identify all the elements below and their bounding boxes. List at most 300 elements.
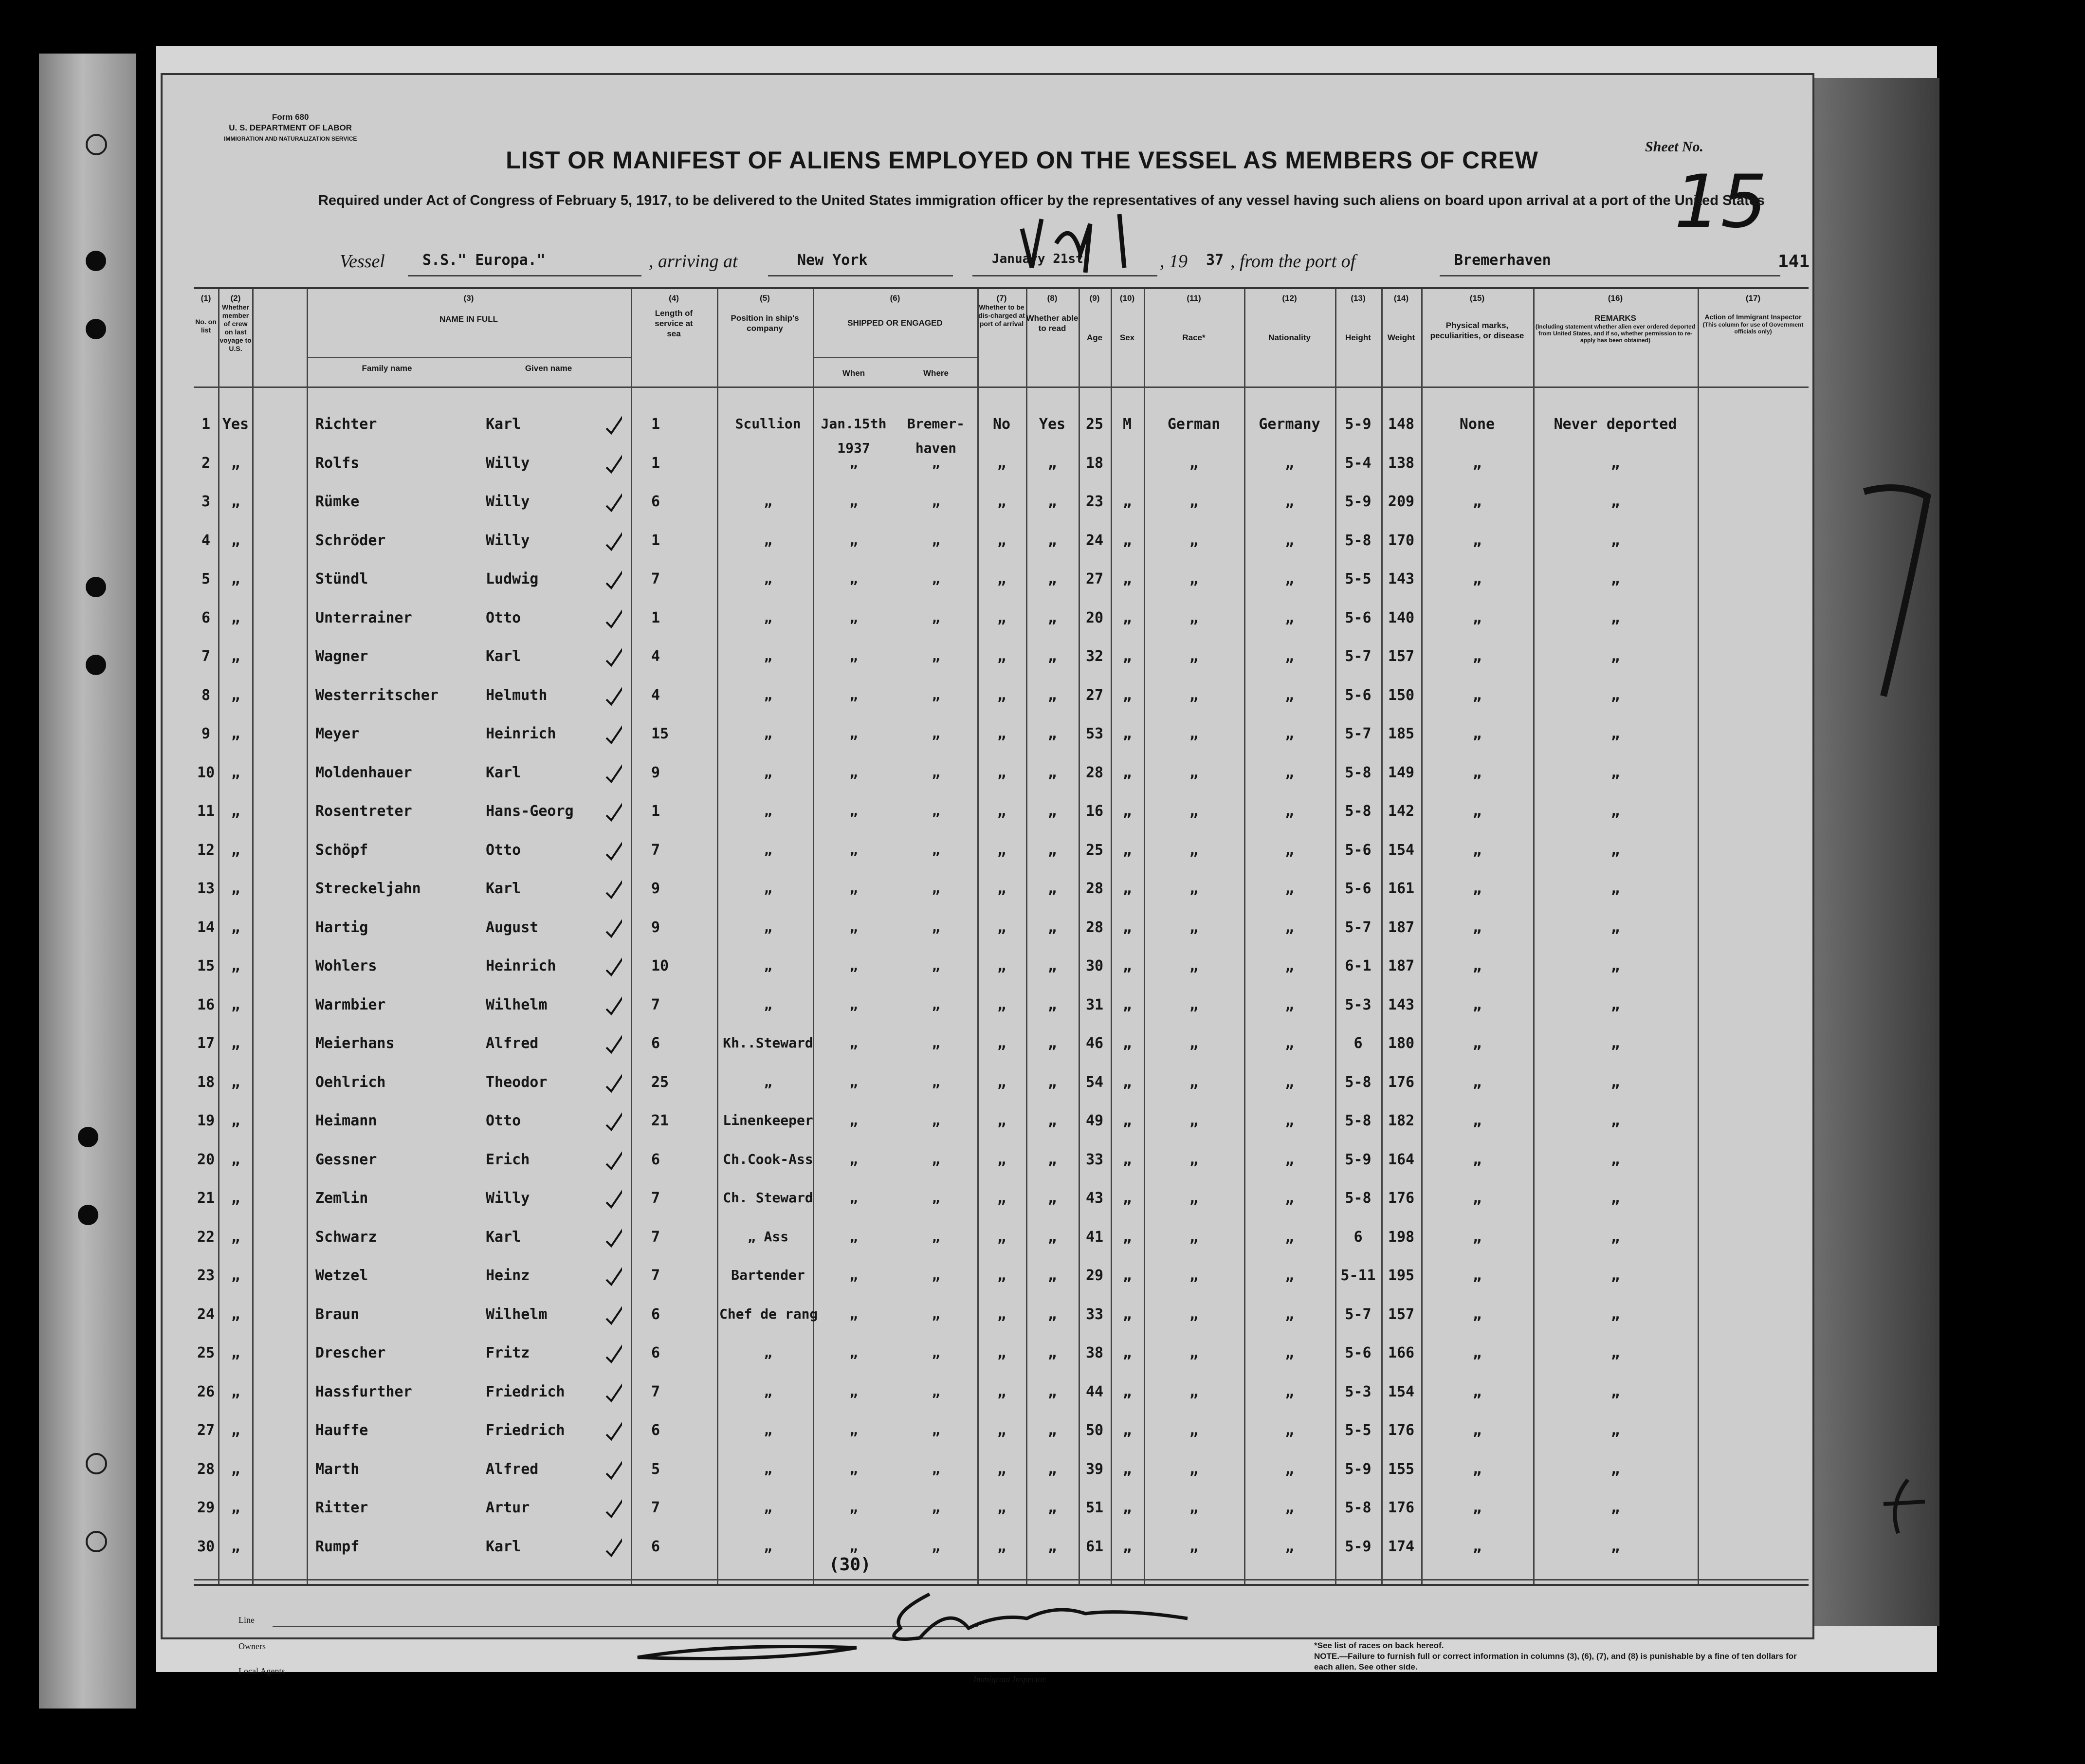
row-number: 30 [197,1538,215,1555]
check-mark-icon [603,1529,622,1559]
sex: „ [1122,1073,1132,1091]
race: „ [1189,1267,1199,1284]
able-to-read: „ [1047,1073,1057,1091]
height: 6-1 [1345,957,1372,974]
discharged: „ [997,1383,1006,1400]
discharged: „ [997,1035,1006,1052]
table-row [194,1190,1809,1226]
physical-marks: „ [1472,686,1482,704]
height: 5-11 [1340,1267,1376,1284]
handwritten-date-mark [1012,209,1168,282]
row-number: 27 [197,1422,215,1439]
family-name: Marth [315,1460,360,1478]
height: 5-8 [1345,1499,1372,1516]
shipped-when: „ [849,1344,858,1360]
remarks: „ [1610,1538,1620,1555]
given-name: Wilhelm [486,1305,548,1323]
column-header-height [1335,293,1381,343]
height: 5-8 [1345,1112,1372,1129]
previous-voyage: „ [231,532,240,549]
shipped-when: „ [849,609,858,625]
shipped-when: „ [849,1305,858,1322]
remarks: „ [1610,1344,1620,1361]
weight: 155 [1388,1460,1415,1478]
given-name: Otto [486,1112,521,1129]
nationality: „ [1285,493,1294,510]
age: 43 [1085,1190,1104,1207]
height: 5-8 [1345,803,1372,820]
remarks: „ [1610,454,1620,472]
table-row [194,764,1809,801]
check-mark-icon [603,755,622,785]
shipped-where: „ [932,1073,940,1090]
nationality: „ [1285,841,1294,859]
shipped-when: „ [849,919,858,935]
shipped-when-year: 1937 [837,440,870,456]
weight: 142 [1388,803,1415,820]
race: „ [1189,919,1199,936]
nationality: „ [1285,1538,1294,1555]
given-name: Heinz [486,1267,530,1284]
discharged: „ [997,1151,1006,1168]
sex: „ [1122,957,1132,974]
sex: „ [1122,1190,1132,1207]
previous-voyage: „ [231,1344,240,1361]
row-number: 9 [201,725,211,742]
age: 32 [1085,648,1104,665]
able-to-read: „ [1047,841,1057,859]
height: 5-9 [1345,1151,1372,1168]
remarks: „ [1610,648,1620,665]
position: „ [764,919,772,935]
family-name: Hauffe [315,1422,368,1439]
family-name: Schöpf [315,841,368,859]
discharged: „ [997,1073,1006,1091]
position: „ [764,609,772,625]
weight: 176 [1388,1190,1415,1207]
sex: „ [1122,764,1132,781]
column-label: SHIPPED OR ENGAGED [847,318,943,328]
able-to-read: „ [1047,454,1057,472]
service-length: 1 [651,803,660,820]
family-name: Schwarz [315,1228,377,1246]
row-number: 28 [197,1460,215,1478]
shipped-where: „ [932,532,940,548]
age: 29 [1085,1267,1104,1284]
sex: „ [1122,880,1132,897]
discharged: „ [997,1112,1006,1129]
shipped-where: „ [932,1422,940,1438]
check-mark-icon [603,1181,622,1210]
column-label: Whether to be dis-charged at port of arrival [978,303,1025,328]
row-number: 19 [197,1112,215,1129]
nationality: „ [1285,764,1294,781]
able-to-read: „ [1047,957,1057,974]
check-mark-icon [603,988,622,1017]
physical-marks: „ [1472,764,1482,781]
height: 6 [1353,1035,1363,1052]
height: 5-7 [1345,919,1372,936]
crew-manifest-table [194,287,1809,1586]
column-header-physical-marks [1421,293,1533,341]
service-length: 6 [651,1151,660,1168]
height: 5-8 [1345,532,1372,549]
shipped-where: „ [932,648,940,664]
able-to-read: „ [1047,1228,1057,1246]
physical-marks: „ [1472,919,1482,936]
family-name: Braun [315,1305,360,1323]
service-length: 15 [651,725,669,742]
check-mark-icon [603,1297,622,1326]
position: „ [764,1538,772,1554]
physical-marks: „ [1472,1190,1482,1207]
check-mark-icon [603,484,622,514]
discharged: „ [997,570,1006,588]
nationality: „ [1285,1151,1294,1168]
physical-marks: „ [1472,1305,1482,1323]
shipped-where: „ [932,1344,940,1360]
age: 18 [1085,454,1104,472]
physical-marks: „ [1472,1228,1482,1246]
manifest-title: LIST OR MANIFEST OF ALIENS EMPLOYED ON THE VESSEL AS MEMBERS OF CREW [506,147,1538,174]
age: 28 [1085,880,1104,897]
shipped-where-continuation: haven [915,440,957,456]
nationality: „ [1285,454,1294,472]
sex: „ [1122,919,1132,936]
weight: 143 [1388,570,1415,588]
remarks: „ [1610,1151,1620,1168]
race: „ [1189,1035,1199,1052]
remarks: „ [1610,919,1620,936]
previous-voyage: „ [231,803,240,820]
given-name: Karl [486,1228,521,1246]
race: „ [1189,1344,1199,1361]
physical-marks: „ [1472,1073,1482,1091]
position: „ [764,1073,772,1090]
shipped-where: „ [932,957,940,974]
column-subheader-when: When [842,368,865,378]
age: 49 [1085,1112,1104,1129]
previous-voyage: „ [231,686,240,704]
age: 25 [1085,416,1104,433]
check-mark-icon [603,1142,622,1172]
sex: „ [1122,1151,1132,1168]
shipped-where: „ [932,454,940,471]
sex: „ [1122,570,1132,588]
column-number: (13) [1351,294,1366,303]
physical-marks: „ [1472,493,1482,510]
given-name: Karl [486,648,521,665]
nationality: „ [1285,919,1294,936]
previous-voyage: „ [231,609,240,626]
previous-voyage: „ [231,1305,240,1323]
age: 25 [1085,841,1104,859]
race: „ [1189,1073,1199,1091]
physical-marks: „ [1472,1267,1482,1284]
position: „ [764,725,772,741]
binder-hole [86,655,106,675]
physical-marks: „ [1472,648,1482,665]
column-number: (4) [669,294,679,303]
shipped-where: „ [932,1228,940,1245]
column-header-inspector-action [1698,293,1809,335]
family-name: Warmbier [315,996,386,1013]
discharged: „ [997,880,1006,897]
service-length: 10 [651,957,669,974]
race: „ [1189,609,1199,626]
service-length: 7 [651,1383,660,1400]
table-row [194,1538,1809,1575]
able-to-read: „ [1047,803,1057,820]
row-number: 15 [197,957,215,974]
race: „ [1189,686,1199,704]
check-mark-icon [603,1258,622,1287]
discharged: „ [997,493,1006,510]
discharged: „ [997,1499,1006,1516]
shipped-when: „ [849,1035,858,1051]
discharged: „ [997,1305,1006,1323]
immigrant-inspector-label: Immigrant Inspector. [973,1674,1047,1684]
column-number: (12) [1282,294,1297,303]
physical-marks: „ [1472,841,1482,859]
physical-marks: „ [1472,1422,1482,1439]
service-length: 1 [651,532,660,549]
table-row [194,455,1809,491]
family-name: Oehlrich [315,1073,386,1091]
able-to-read: „ [1047,764,1057,781]
able-to-read: Yes [1039,416,1066,433]
weight: 187 [1388,957,1415,974]
service-length: 7 [651,996,660,1013]
able-to-read: „ [1047,880,1057,897]
column-header-weight [1381,293,1421,343]
nationality: „ [1285,686,1294,704]
remarks: „ [1610,1499,1620,1516]
previous-voyage: „ [231,841,240,859]
service-length: 6 [651,493,660,510]
shipped-when: „ [849,764,858,780]
shipped-where: „ [932,1035,940,1051]
binder-hole [86,577,106,597]
service-length: 7 [651,1190,660,1207]
height: 5-8 [1345,1073,1372,1091]
height: 5-7 [1345,1305,1372,1323]
local-agents-label: Local Agents [238,1666,285,1676]
row-number: 24 [197,1305,215,1323]
given-name: Otto [486,609,521,626]
able-to-read: „ [1047,1035,1057,1052]
shipped-when: „ [849,570,858,587]
handwritten-seven-mark [1854,477,1942,706]
family-name: Heimann [315,1112,377,1129]
given-name: Willy [486,454,530,472]
row-number: 17 [197,1035,215,1052]
able-to-read: „ [1047,493,1057,510]
family-name: Unterrainer [315,609,412,626]
column-number: (11) [1187,294,1201,303]
table-row [194,648,1809,684]
able-to-read: „ [1047,1305,1057,1323]
physical-marks: „ [1472,957,1482,974]
manifest-subtitle: Required under Act of Congress of February 5, 1917, to be delivered to the United States immigration officer by the representatives of any vessel having such aliens on board upon arrival at a port of the United States [318,193,1765,208]
column-header-service [631,293,717,339]
row-number: 7 [201,648,211,665]
race: German [1167,416,1221,433]
race: „ [1189,1112,1199,1129]
weight: 187 [1388,919,1415,936]
service-length: 4 [651,648,660,665]
able-to-read: „ [1047,648,1057,665]
weight: 176 [1388,1073,1415,1091]
shipped-when: „ [849,1460,858,1477]
sex: „ [1122,686,1132,704]
height: 6 [1353,1228,1363,1246]
service-name: IMMIGRATION AND NATURALIZATION SERVICE [224,135,357,142]
service-length: 7 [651,1267,660,1284]
given-name: August [486,919,539,936]
shipped-where: „ [932,1499,940,1515]
given-name: Helmuth [486,686,548,704]
position: „ [764,1344,772,1360]
position: „ [764,686,772,703]
row-number: 10 [197,764,215,781]
shipped-when: „ [849,1151,858,1167]
able-to-read: „ [1047,1344,1057,1361]
remarks: „ [1610,996,1620,1013]
position: „ [764,880,772,896]
given-name: Willy [486,532,530,549]
previous-voyage: Yes [222,416,249,433]
shipped-where: „ [932,686,940,703]
shipped-where: „ [932,919,940,935]
previous-voyage: „ [231,1035,240,1052]
column-number: (3) [463,294,474,303]
table-row [194,1035,1809,1071]
column-number: (16) [1608,294,1623,303]
column-subheader-family-name: Family name [362,364,412,373]
column-header-read [1026,293,1079,333]
table-row [194,996,1809,1033]
able-to-read: „ [1047,1112,1057,1129]
position: „ [764,803,772,819]
check-mark-icon [603,1375,622,1404]
age: 27 [1085,686,1104,704]
position: „ [764,532,772,548]
race: „ [1189,880,1199,897]
check-mark-icon [603,1490,622,1520]
service-length: 21 [651,1112,669,1129]
discharged: „ [997,803,1006,820]
family-name: Stündl [315,570,368,588]
departure-port: Bremerhaven [1454,252,1551,269]
family-name: Wohlers [315,957,377,974]
sex: „ [1122,1383,1132,1400]
column-label: Sex [1119,333,1135,342]
row-number: 5 [201,570,211,588]
shipped-when: „ [849,1383,858,1399]
position: „ [764,1383,772,1399]
age: 50 [1085,1422,1104,1439]
remarks: „ [1610,1190,1620,1207]
height: 5-9 [1345,493,1372,510]
position: „ [764,1499,772,1515]
inspector-signature [628,1584,1202,1667]
position: „ Ass [747,1228,789,1245]
given-name: Karl [486,1538,521,1555]
sex: „ [1122,1499,1132,1516]
service-length: 1 [651,416,660,433]
column-label: Position in ship's company [731,313,799,333]
able-to-read: „ [1047,1151,1057,1168]
able-to-read: „ [1047,686,1057,704]
row-number: 22 [197,1228,215,1246]
row-number: 14 [197,919,215,936]
row-number: 11 [197,803,215,820]
arrival-date: January 21st [992,252,1083,266]
column-header-discharged [977,293,1026,328]
column-number: (8) [1047,294,1058,303]
previous-voyage: „ [231,764,240,781]
physical-marks: „ [1472,1460,1482,1478]
race: „ [1189,996,1199,1013]
height: 5-5 [1345,570,1372,588]
check-mark-icon [603,446,622,475]
given-name: Karl [486,764,521,781]
service-length: 6 [651,1538,660,1555]
table-row [194,842,1809,878]
race: „ [1189,725,1199,742]
shipped-where: „ [932,1538,940,1554]
binder-hole [78,1127,98,1147]
shipped-when: „ [849,493,858,509]
shipped-where: „ [932,1190,940,1206]
remarks: „ [1610,570,1620,588]
age: 33 [1085,1305,1104,1323]
nationality: „ [1285,803,1294,820]
column-note: (This column for use of Government officials only) [1702,321,1804,335]
race-note: *See list of races on back hereof. [1314,1641,1444,1650]
form-number: Form 680 [272,112,309,122]
table-row [194,1461,1809,1497]
position: Chef de rang [719,1305,818,1322]
height: 5-8 [1345,1190,1372,1207]
check-mark-icon [603,601,622,630]
column-label: Whether able to read [1026,313,1079,333]
race: „ [1189,532,1199,549]
remarks: „ [1610,493,1620,510]
column-label: Length of service at sea [655,309,693,338]
physical-marks: „ [1472,1538,1482,1555]
previous-voyage: „ [231,1499,240,1516]
sex: „ [1122,1422,1132,1439]
table-row [194,570,1809,607]
weight: 138 [1388,454,1415,472]
race: „ [1189,764,1199,781]
nationality: Germany [1259,416,1320,433]
given-name: Willy [486,493,530,510]
column-label: Age [1086,333,1103,342]
weight: 164 [1388,1151,1415,1168]
arrival-port: New York [797,252,868,269]
column-label: Height [1345,333,1371,342]
line-label: Line [238,1615,255,1625]
given-name: Heinrich [486,957,556,974]
discharged: „ [997,1190,1006,1207]
race: „ [1189,841,1199,859]
check-mark-icon [603,1220,622,1249]
remarks: „ [1610,1422,1620,1439]
shipped-where: „ [932,880,940,896]
